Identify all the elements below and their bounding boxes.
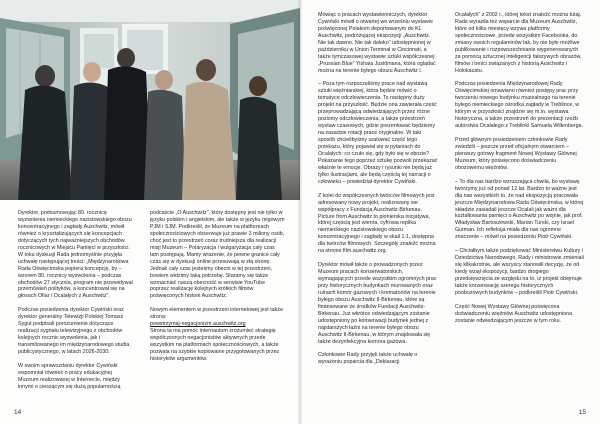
paragraph: Strona ta ma pomóc internautom zrozumieć strategię współczesnych negacjonistów aktywnych przede wszystkim na platformach społecznościowych, a także pozwala na szybkie kopiowanie przygotowanych przez historyków argumentów. [150,328,280,362]
paragraph: – Chciałbym także podziękować Ministerstwu Kultury i Dziedzictwa Narodowego, Rady i ministrowie zmieniali się kilkakrotnie, ale wszyscy stanowili decyzję, że od kiedy wziął ekspozycji, bardzo drogiego przedsięwzięcia ze względu na to, iż projekt obejmuje także konserwację szeregu historycznych poobozowych budynków – podkreślił Piotr Cywiński. [455,248,584,296]
paragraph: Podczas posiedzenia Międzynarodowej Rady Oświęcimskiej omawiano również postępy prac przy tworzeniu nowego budynku muzealnego na terenie byłego niemieckiego ośrodka zagłady w Treblince, w którym w przyszłości znajdzie się m.in. wystawa historyczna, a także przestrzeń do prezentacji rzeźb autorstwa Ocalałego z Treblinki Samuela Willenberga. [455,81,584,130]
page-number-left: 14 [14,409,22,416]
left-page-column-1 [18,210,133,391]
paragraph: Członkowie Rady przyjęli także uchwałę o wyrażeniu poparcia dla „Deklaracji [318,352,418,366]
right-page-column-2 [455,12,585,325]
paragraph: Dyrektor mówił także o prowadzonych przez Muzeum pracach konserwatorskich, wymagających przede wszystkim ogromnych prac przy historycznych budynkach murowanych oraz ruinach komór gazowych i krematoriów na terenie byłego obozu Auschwitz II-Birkenau, które są finansowane ze środków Fundacji Auschwitz-Birkenau. Już wkrótce odwiedzającym zostanie udostępniony po konserwacji budynek jednej z najstarszych łaźni na terenie byłego obozu Auschwitz II-Birkenau, w którym znajdowała się także dezynfekcyjna komora gazowa. [318,262,437,345]
paragraph: W swoim sprawozdaniu dyrektor Cywiński wspomniał również o pracy edukacyjnej Muzeum realizowanej w Internecie, między innymi o cieszącym się dużą popularnością [18,362,121,390]
paragraph: Mówiąc o pracach wystawienniczych, dyrektor Cywiński mówił o otwartej we wrześniu wystawie poświęconej Polakom deportowanym do KL Auschwitz, podróżującej ekspozycji „Auschwitz. Nie tak dawno. Nie tak daleko” udostępnionej w październiku w Union Terminal w Cincinnati, a także tymczasowej wystawie sztuki współczesnej „Prussian Blue” Yishaia Jusidmana, która oglądać można na terenie byłego obozu Auschwitz I. [318,12,436,74]
paragraph: podcaście „O Auschwitz”, który dostępny jest nie tylko w języku polskim i angielskim, ale także w języku migowym PJM i SJM. Podkreślił, że Muzeum na platformach społecznościowych obserwuje już prawie 3 miliony osób, choć jest to przestrzeń coraz trudniejsza dla realizacji misji Muzeum – Polaryzacja i wulgaryzacja cały czas tam postępują. Mamy wrażenie, że pewne granice cały czas się w dyskusji online przesuwają w złą stronę. Jednak cały czas jesteśmy obecni w tej przestrzeni, bowiem widzimy taką potrzebę. Staramy się także wzmacniać naszą obecność w serwisie YouTube poprzez realizację kolejnych krótkich filmów poświęconych historii Auschwitz. [150,210,285,300]
paragraph: Podczas posiedzenia dyrektor Cywiński oraz dyrektor generalny Telewizji Polskiej Tomasz Sygut podpisali porozumienie dotyczące realizacji sygnału telewizyjnego z obchodów kolejnych rocznic wyzwolenia, jak i transmitowanego im międzynarodowego studia publicystycznego, w latach 2026-2030. [18,307,130,355]
right-page-column-1 [318,12,438,366]
page-gutter [298,0,302,424]
paragraph: Ocalałych” z 2002 r., której tekst znaleźć można tutaj. Rada wyraziła też wsparcie dla Muzeum Auschwitz, które od kilku miesięcy wzywa platformy społecznościowe, przede wszystkim Facebooka, do zmiany swoich regulaminów tak, by nie było możliwe publikowanie i rozpowszechnianie wygenerowanych za pomocą sztucznej inteligencji fałszywych obrazów, filmów i treści związanych z historią Auschwitz i Holokaustu. [455,12,582,74]
paragraph: – To dla nas bardzo wzruszająca chwila, bo wystawę tworzymy już od ponad 12 lat. Bardzo to ważne jest dla nas wszystkich to, że nad ekspozycją pracowała jeszcze Międzynarodowa Rada Oświęcimska, w której składzie zasiadali jeszcze Ocalali jak ważni dla kształtowania pamięci o Auschwitz po wojnie, jak prof. Władysław Bartoszewski, Marian Turski, czy Israel Gutman. Ich refleksja miała dla nas ogromne znaczenie – mówił na posiedzeniu Piotr Cywiński. [455,178,584,241]
paragraph: Dyrektor, podsumowując 80. rocznicę wyzwolenia niemieckiego nazistowskiego obozu koncentracyjnego i zagłady Auschwitz, mówił również o kryształizujących się koncepcjach dotyczących tych najważniejszych obchodów rocznicowych w Miejscu Pamięci w przyszłości. W toku dyskusji Rada jednomyślnie przyjęła uchwałę następującej treści: „Międzynarodowa Rada Oświęcimska popiera koncepcję, by – wzorem 80. rocznicy wyzwolenia – podczas obchodów 27 stycznia, program nie przewidywał przemówień polityków, a koncentrował się na głosach Ofiar i Ocalałych z Auschwitz”. [18,210,133,300]
paragraph: Nowym elementem w przestrzeni internetowej jest także strona: [150,307,284,321]
exhibition-photo [0,0,300,200]
paragraph: Z kolei do współczesnych twórców filmowych jest adresowany nowy projekt, realizowany we współpracy z Fundacją Auschwitz-Birkenau. Picture from Auschwitz to pionierska inicjatywa, której częścią jest wierna, cyfrowa replika niemieckiego nazistowskiego obozu koncentracyjnego i zagłady w skali 1:1, dostępna dla twórców filmowych. Szczegóły znaleźć można na stronie film.auschwitz.org. [318,192,436,255]
exhibition-visitors-image [0,0,300,200]
right-page [300,0,600,424]
paragraph: Część Nowej Wystawy Głównej poświęcona doświadczeniu więźniów Auschwitz udostępniona zostanie odwiedzającym jeszcze w tym roku. [455,303,573,324]
paragraph-link-line [150,321,285,328]
left-page-column-2 [150,210,285,363]
page-number-right: 15 [578,409,586,416]
paragraph: – Poza tym rozpoczęliśmy prace nad wystawą sztuki więźniarskiej, która będzie mówić o tematyce odczłowieczenia. To następny duży projekt na przyszłość. Będzie ona zawierała część przeprowadzającą odwiedzających przez różne poziomy odczłowieczenia, a także przestrzeń wystaw czasowych, gdzie prezentować będziemy na zasadzie rotacji prace oryginalne. W taki sposób chcielibyśmy uratować część tego przekazu, który pojawiał się w pytaniach do Ocalałych: co czuło się, gdy było się w obozie? Pokazanie tego poprzez sztukę pozwoli przekazać właśnie te emocje. Obrazy i rysunki nie będą już tylko ilustracjami, ale będą częścią tej narracji o człowieku – powiedział dyrektor Cywiński. [318,81,438,185]
negationism-website-link[interactable]: powstrzymaj-negacjonizm.auschwitz.org [150,321,246,328]
paragraph: Przed głównym posiedzeniem członkowie Rady zwiedzili – jeszcze przed oficjalnym otwarciem – pierwszy gotowy fragment Nowej Wystawy Głównej Muzeum, który poświęcono doświadczeniu obozowemu więźniów. [455,137,577,171]
